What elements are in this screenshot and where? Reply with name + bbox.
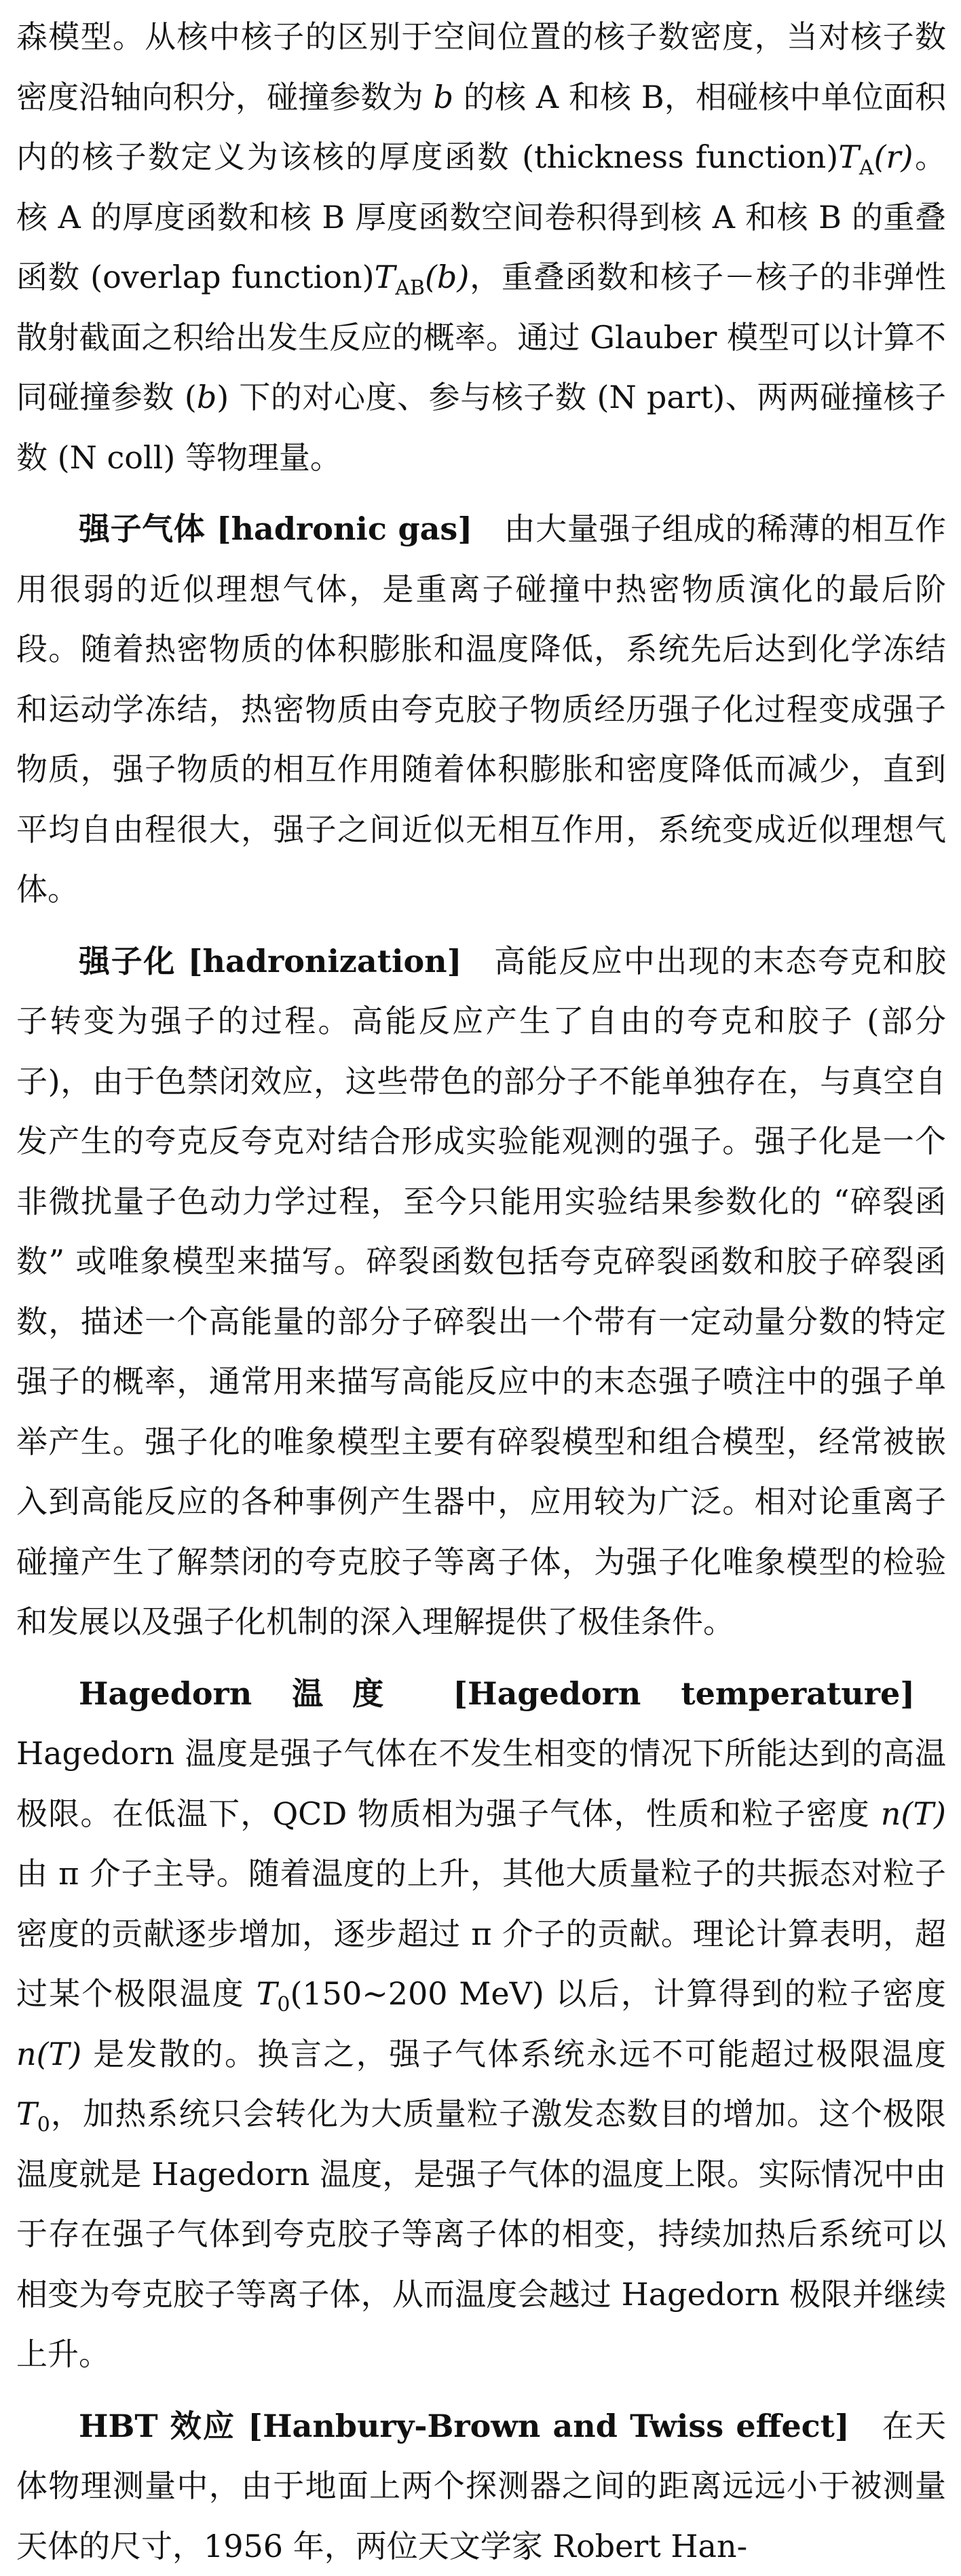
entry-body: Hagedorn 温度是强子气体在不发生相变的情况下所能达到的高温极限。在低温下，QCD 物质相为强子气体，性质和粒子密度 (16, 1735, 946, 1832)
impact-parameter-symbol: b (197, 379, 216, 415)
thickness-function-symbol: $T_A(r)$ (838, 138, 913, 175)
entry-body: 由 π 介子主导。随着温度的上升，其他大质量粒子的共振态对粒子密度的贡献逐步增加，逐步超过 π 介子的贡献。理论计算表明，超过某个极限温度 (16, 1855, 946, 2012)
entry-hbt-effect (16, 2396, 946, 2576)
overlap-function-symbol: $T_{AB}(b)$ (375, 259, 470, 295)
entry-term: Hagedorn 温度 [Hagedorn temperature] (79, 1675, 915, 1712)
intro-text: 的核 A 和核 B，相碰核中单位面积内的核子数定义为该核的厚度函数 (thickness function) (16, 79, 946, 176)
intro-text: ) 下的对心度、参与核子数 (N part)、两两碰撞核子数 (N coll) 等物理量。 (16, 379, 946, 476)
limit-temperature-symbol: $T_0$ (16, 2095, 50, 2132)
particle-density-symbol: n(T) (16, 2036, 81, 2072)
entry-hadronic-gas (16, 499, 946, 920)
entry-term: HBT 效应 [Hanbury-Brown and Twiss effect] (79, 2408, 850, 2444)
intro-paragraph (16, 7, 946, 487)
entry-body: ，加热系统只会转化为大质量粒子激发态数目的增加。这个极限温度就是 Hagedorn 温度，是强子气体的温度上限。实际情况中由于存在强子气体到夸克胶子等离子体的相变，持续加热后系统可以相变为夸克胶子等离子体，从而温度会越过 Hagedorn 极限并继续上升。 (16, 2095, 946, 2372)
impact-parameter-symbol: b (434, 79, 453, 115)
entry-term: 强子气体 [hadronic gas] (79, 510, 472, 547)
entry-hagedorn-temperature (16, 1664, 946, 2385)
entry-body: 在天体物理测量中，由于地面上两个探测器之间的距离远远小于被测量天体的尺寸，1956 年，两位天文学家 Robert Han- (16, 2408, 946, 2564)
entry-hadronization (16, 931, 946, 1652)
entry-body: 由大量强子组成的稀薄的相互作用很弱的近似理想气体，是重离子碰撞中热密物质演化的最后阶段。随着热密物质的体积膨胀和温度降低，系统先后达到化学冻结和运动学冻结，热密物质由夸克胶子物质经历强子化过程变成强子物质，强子物质的相互作用随着体积膨胀和密度降低而减少，直到平均自由程很大，强子之间近似无相互作用，系统变成近似理想气体。 (16, 510, 946, 908)
intro-text: ，重叠函数和核子－核子的非弹性散射截面之积给出发生反应的概率。通过 Glauber 模型可以计算不同碰撞参数 ( (16, 259, 946, 415)
intro-text: 。核 A 的厚度函数和核 B 厚度函数空间卷积得到核 A 和核 B 的重叠函数 (overlap function) (16, 138, 946, 295)
entry-body: 是发散的。换言之，强子气体系统永远不可能超过极限温度 (81, 2036, 946, 2072)
entry-body: (150∼200 MeV) 以后，计算得到的粒子密度 (290, 1975, 946, 2012)
limit-temperature-symbol: $T_0$ (257, 1975, 290, 2012)
entry-term: 强子化 [hadronization] (79, 943, 461, 979)
intro-text: 森模型。从核中核子的区别于空间位置的核子数密度，当对核子数密度沿轴向积分，碰撞参数为 (16, 18, 946, 115)
particle-density-symbol: n(T) (881, 1795, 946, 1832)
entry-body: 高能反应中出现的末态夸克和胶子转变为强子的过程。高能反应产生了自由的夸克和胶子 (部分子)，由于色禁闭效应，这些带色的部分子不能单独存在，与真空自发产生的夸克反夸克对结合形成实验能观测的强子。强子化是一个非微扰量子色动力学过程，至今只能用实验结果参数化的 “碎裂函数” 或唯象模型来描写。碎裂函数包括夸克碎裂函数和胶子碎裂函数，描述一个高能量的部分子碎裂出一个带有一定动量分数的特定强子的概率，通常用来描写高能反应中的末态强子喷注中的强子单举产生。强子化的唯象模型主要有碎裂模型和组合模型，经常被嵌入到高能反应的各种事例产生器中，应用较为广泛。相对论重离子碰撞产生了解禁闭的夸克胶子等离子体，为强子化唯象模型的检验和发展以及强子化机制的深入理解提供了极佳条件。 (16, 943, 946, 1641)
